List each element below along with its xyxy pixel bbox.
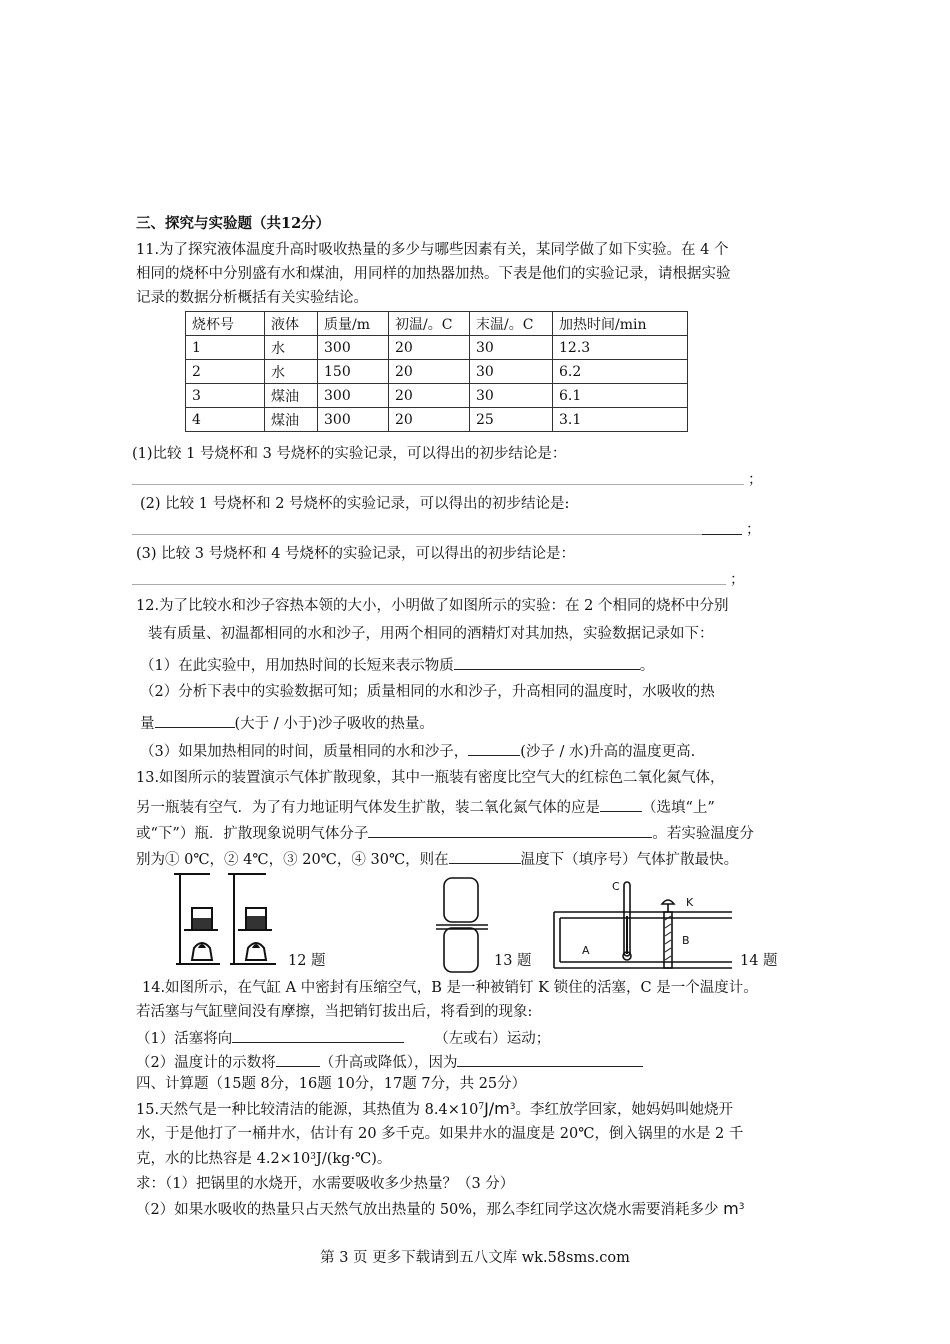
q11-sub2: (2) 比较 1 号烧杯和 2 号烧杯的实验记录，可以得出的初步结论是: — [140, 496, 570, 512]
q13-blank-molecules[interactable] — [368, 821, 652, 838]
q13-line3-end: 。若实验温度分 — [652, 826, 754, 842]
q14-sub2-blank1[interactable] — [276, 1050, 320, 1067]
table-row — [186, 408, 688, 432]
q12-sub2-text: 量 — [140, 716, 155, 732]
q11-sub3: (3) 比较 3 号烧杯和 4 号烧杯的实验记录，可以得出的初步结论是： — [136, 546, 576, 562]
q15-unit: J/m — [484, 1099, 510, 1118]
table-cell: 煤油 — [265, 384, 318, 408]
q14-sub1-text: （1）活塞将向 — [136, 1031, 233, 1047]
table-cell: 12.3 — [553, 336, 688, 360]
table-header-cell: 末温/。C — [470, 312, 553, 336]
table-cell: 300 — [318, 384, 389, 408]
q14-sub2-mid: （升高或降低），因为 — [319, 1055, 458, 1071]
figure-14-letter-k: K — [686, 896, 694, 909]
q12-sub2-end: (大于 / 小于)沙子吸收的热量。 — [234, 716, 434, 732]
answer-line-11-1[interactable] — [132, 484, 744, 485]
table-cell: 20 — [389, 384, 470, 408]
table-header-cell: 质量/m — [318, 312, 389, 336]
q12-line1: 12.为了比较水和沙子容热本领的大小，小明做了如图所示的实验：在 2 个相同的烧杯中分别 — [136, 598, 729, 614]
answer-line-11-2a[interactable] — [132, 534, 702, 535]
table-cell: 20 — [389, 360, 470, 384]
q15-line3-end: J/(kg·℃)。 — [316, 1151, 392, 1167]
q12-sub2-line2 — [140, 711, 434, 734]
q15-exp: 7 — [478, 1102, 485, 1112]
q13-line2 — [136, 795, 715, 818]
answer-line-11-3[interactable] — [132, 584, 726, 585]
q13-line4 — [136, 847, 738, 870]
figure-14-letter-b: B — [682, 934, 690, 947]
semicolon: ； — [748, 472, 763, 488]
q15-line4: 求：（1）把锅里的水烧开，水需要吸收多少热量？（3 分） — [136, 1176, 515, 1192]
table-cell: 30 — [470, 384, 553, 408]
q15-line5-unit-exp: 3 — [738, 1202, 745, 1212]
table-row — [186, 336, 688, 360]
q15-line3-text: 克，水的比热容是 4.2×10 — [136, 1151, 311, 1167]
table-cell: 煤油 — [265, 408, 318, 432]
q12-sub3-blank[interactable] — [468, 739, 520, 756]
q13-line2-end: （选填“上” — [642, 800, 715, 816]
q12-sub3-text: （3）如果加热相同的时间，质量相同的水和沙子， — [140, 744, 469, 760]
q12-sub2-line1: （2）分析下表中的实验数据可知；质量相同的水和沙子，升高相同的温度时，水吸收的热 — [140, 684, 715, 700]
q13-line2-text: 另一瓶装有空气．为了有力地证明气体发生扩散，装二氧化氮气体的应是 — [136, 800, 600, 816]
q15-line5-unit: m — [723, 1199, 739, 1218]
semicolon: ； — [746, 522, 761, 538]
table-cell: 6.1 — [553, 384, 688, 408]
q14-sub2-text: （2）温度计的示数将 — [136, 1055, 276, 1071]
figure-14-label: 14 题 — [740, 953, 778, 969]
table-header-row — [186, 312, 688, 336]
section3-title: 三、探究与实验题（共12分） — [136, 215, 331, 232]
table-cell: 水 — [265, 336, 318, 360]
table-header-cell: 初温/。C — [389, 312, 470, 336]
q12-sub3-end: (沙子 / 水)升高的温度更高. — [520, 744, 696, 760]
q12-line2: 装有质量、初温都相同的水和沙子，用两个相同的酒精灯对其加热，实验数据记录如下： — [148, 626, 714, 642]
table-cell: 1 — [186, 336, 265, 360]
q11-sub1: (1)比较 1 号烧杯和 3 号烧杯的实验记录，可以得出的初步结论是： — [132, 446, 567, 462]
semicolon: ； — [730, 572, 745, 588]
q15-line1-text: 15.天然气是一种比较清洁的能源，其热值为 8.4×10 — [136, 1102, 479, 1118]
figure-14-cylinder — [546, 876, 736, 972]
q14-line1: 14.如图所示，在气缸 A 中密封有压缩空气，B 是一种被销钉 K 锁住的活塞，C 是一个温度计。 — [142, 980, 758, 996]
table-cell: 300 — [318, 408, 389, 432]
q12-sub1 — [140, 653, 654, 676]
table-cell: 30 — [470, 336, 553, 360]
figure-12-heating-apparatus — [170, 868, 282, 972]
q15-line2: 水，于是他打了一桶井水，估计有 20 多千克。如果井水的温度是 20℃，倒入锅里的水是 2 千 — [136, 1126, 744, 1142]
q12-sub3 — [140, 739, 695, 762]
q15-line1 — [136, 1099, 733, 1120]
table-row — [186, 360, 688, 384]
q13-line1: 13.如图所示的装置演示气体扩散现象，其中一瓶装有密度比空气大的红棕色二氧化氮气体， — [136, 770, 725, 786]
figure-14-letter-a: A — [582, 944, 590, 957]
table-cell: 150 — [318, 360, 389, 384]
figure-13-label: 13 题 — [494, 953, 532, 969]
answer-line-11-2b[interactable] — [702, 534, 742, 535]
figure-14-letter-c: C — [612, 880, 620, 893]
table-cell: 3 — [186, 384, 265, 408]
q13-line3 — [136, 821, 754, 844]
table-cell: 2 — [186, 360, 265, 384]
section4-title: 四、计算题（15题 8分，16题 10分，17题 7分，共 25分） — [136, 1076, 527, 1092]
table-header-cell: 液体 — [265, 312, 318, 336]
q13-line4-end: 温度下（填序号）气体扩散最快。 — [520, 852, 739, 868]
q12-sub2-blank[interactable] — [155, 711, 235, 728]
q13-line3-text: 或“下”）瓶．扩散现象说明气体分子 — [136, 826, 369, 842]
q11-line2: 相同的烧杯中分别盛有水和煤油，用同样的加热器加热。下表是他们的实验记录，请根据实验 — [136, 266, 731, 282]
table-header-cell: 加热时间/min — [553, 312, 688, 336]
q15-line1-end: 。李红放学回家，她妈妈叫她烧开 — [515, 1102, 733, 1118]
q12-sub1-end: 。 — [639, 658, 655, 674]
q11-data-table — [185, 311, 688, 432]
figure-12-label: 12 题 — [288, 953, 326, 969]
table-cell: 25 — [470, 408, 553, 432]
q11-line3: 记录的数据分析概括有关实验结论。 — [136, 290, 368, 306]
table-cell: 4 — [186, 408, 265, 432]
figure-13-diffusion-bottles — [432, 874, 492, 976]
q12-sub1-text: （1）在此实验中，用加热时间的长短来表示物质 — [140, 658, 454, 674]
table-cell: 30 — [470, 360, 553, 384]
q14-sub1 — [136, 1026, 550, 1049]
table-cell: 300 — [318, 336, 389, 360]
table-cell: 水 — [265, 360, 318, 384]
table-cell: 3.1 — [553, 408, 688, 432]
q15-line3-exp: 3 — [310, 1152, 317, 1162]
page-footer: 第 3 页 更多下载请到五八文库 wk.58sms.com — [320, 1250, 630, 1266]
q13-blank-bottle[interactable] — [600, 795, 642, 812]
q13-blank-temp[interactable] — [449, 847, 521, 864]
q15-line5 — [136, 1199, 745, 1220]
table-cell: 6.2 — [553, 360, 688, 384]
q13-line4-text: 别为① 0℃，② 4℃，③ 20℃，④ 30℃，则在 — [136, 852, 449, 868]
q14-line2: 若活塞与气缸壁间没有摩擦，当把销钉拔出后，将看到的现象: — [136, 1004, 533, 1020]
table-row — [186, 384, 688, 408]
q15-line3 — [136, 1149, 391, 1169]
q15-line5-text: （2）如果水吸收的热量只占天然气放出热量的 50%，那么李红同学这次烧水需要消耗多少 — [136, 1202, 719, 1218]
q11-line1: 11.为了探究液体温度升高时吸收热量的多少与哪些因素有关，某同学做了如下实验。在 4 个 — [136, 242, 729, 258]
q12-sub1-blank[interactable] — [454, 653, 640, 670]
q14-sub1-end: （左或右）运动； — [434, 1031, 551, 1047]
q14-sub1-blank[interactable] — [232, 1026, 404, 1043]
q15-unit-exp: 3 — [509, 1102, 516, 1112]
table-cell: 20 — [389, 408, 470, 432]
table-header-cell: 烧杯号 — [186, 312, 265, 336]
table-cell: 20 — [389, 336, 470, 360]
q14-sub2 — [136, 1050, 643, 1073]
q14-sub2-blank2[interactable] — [457, 1050, 643, 1067]
